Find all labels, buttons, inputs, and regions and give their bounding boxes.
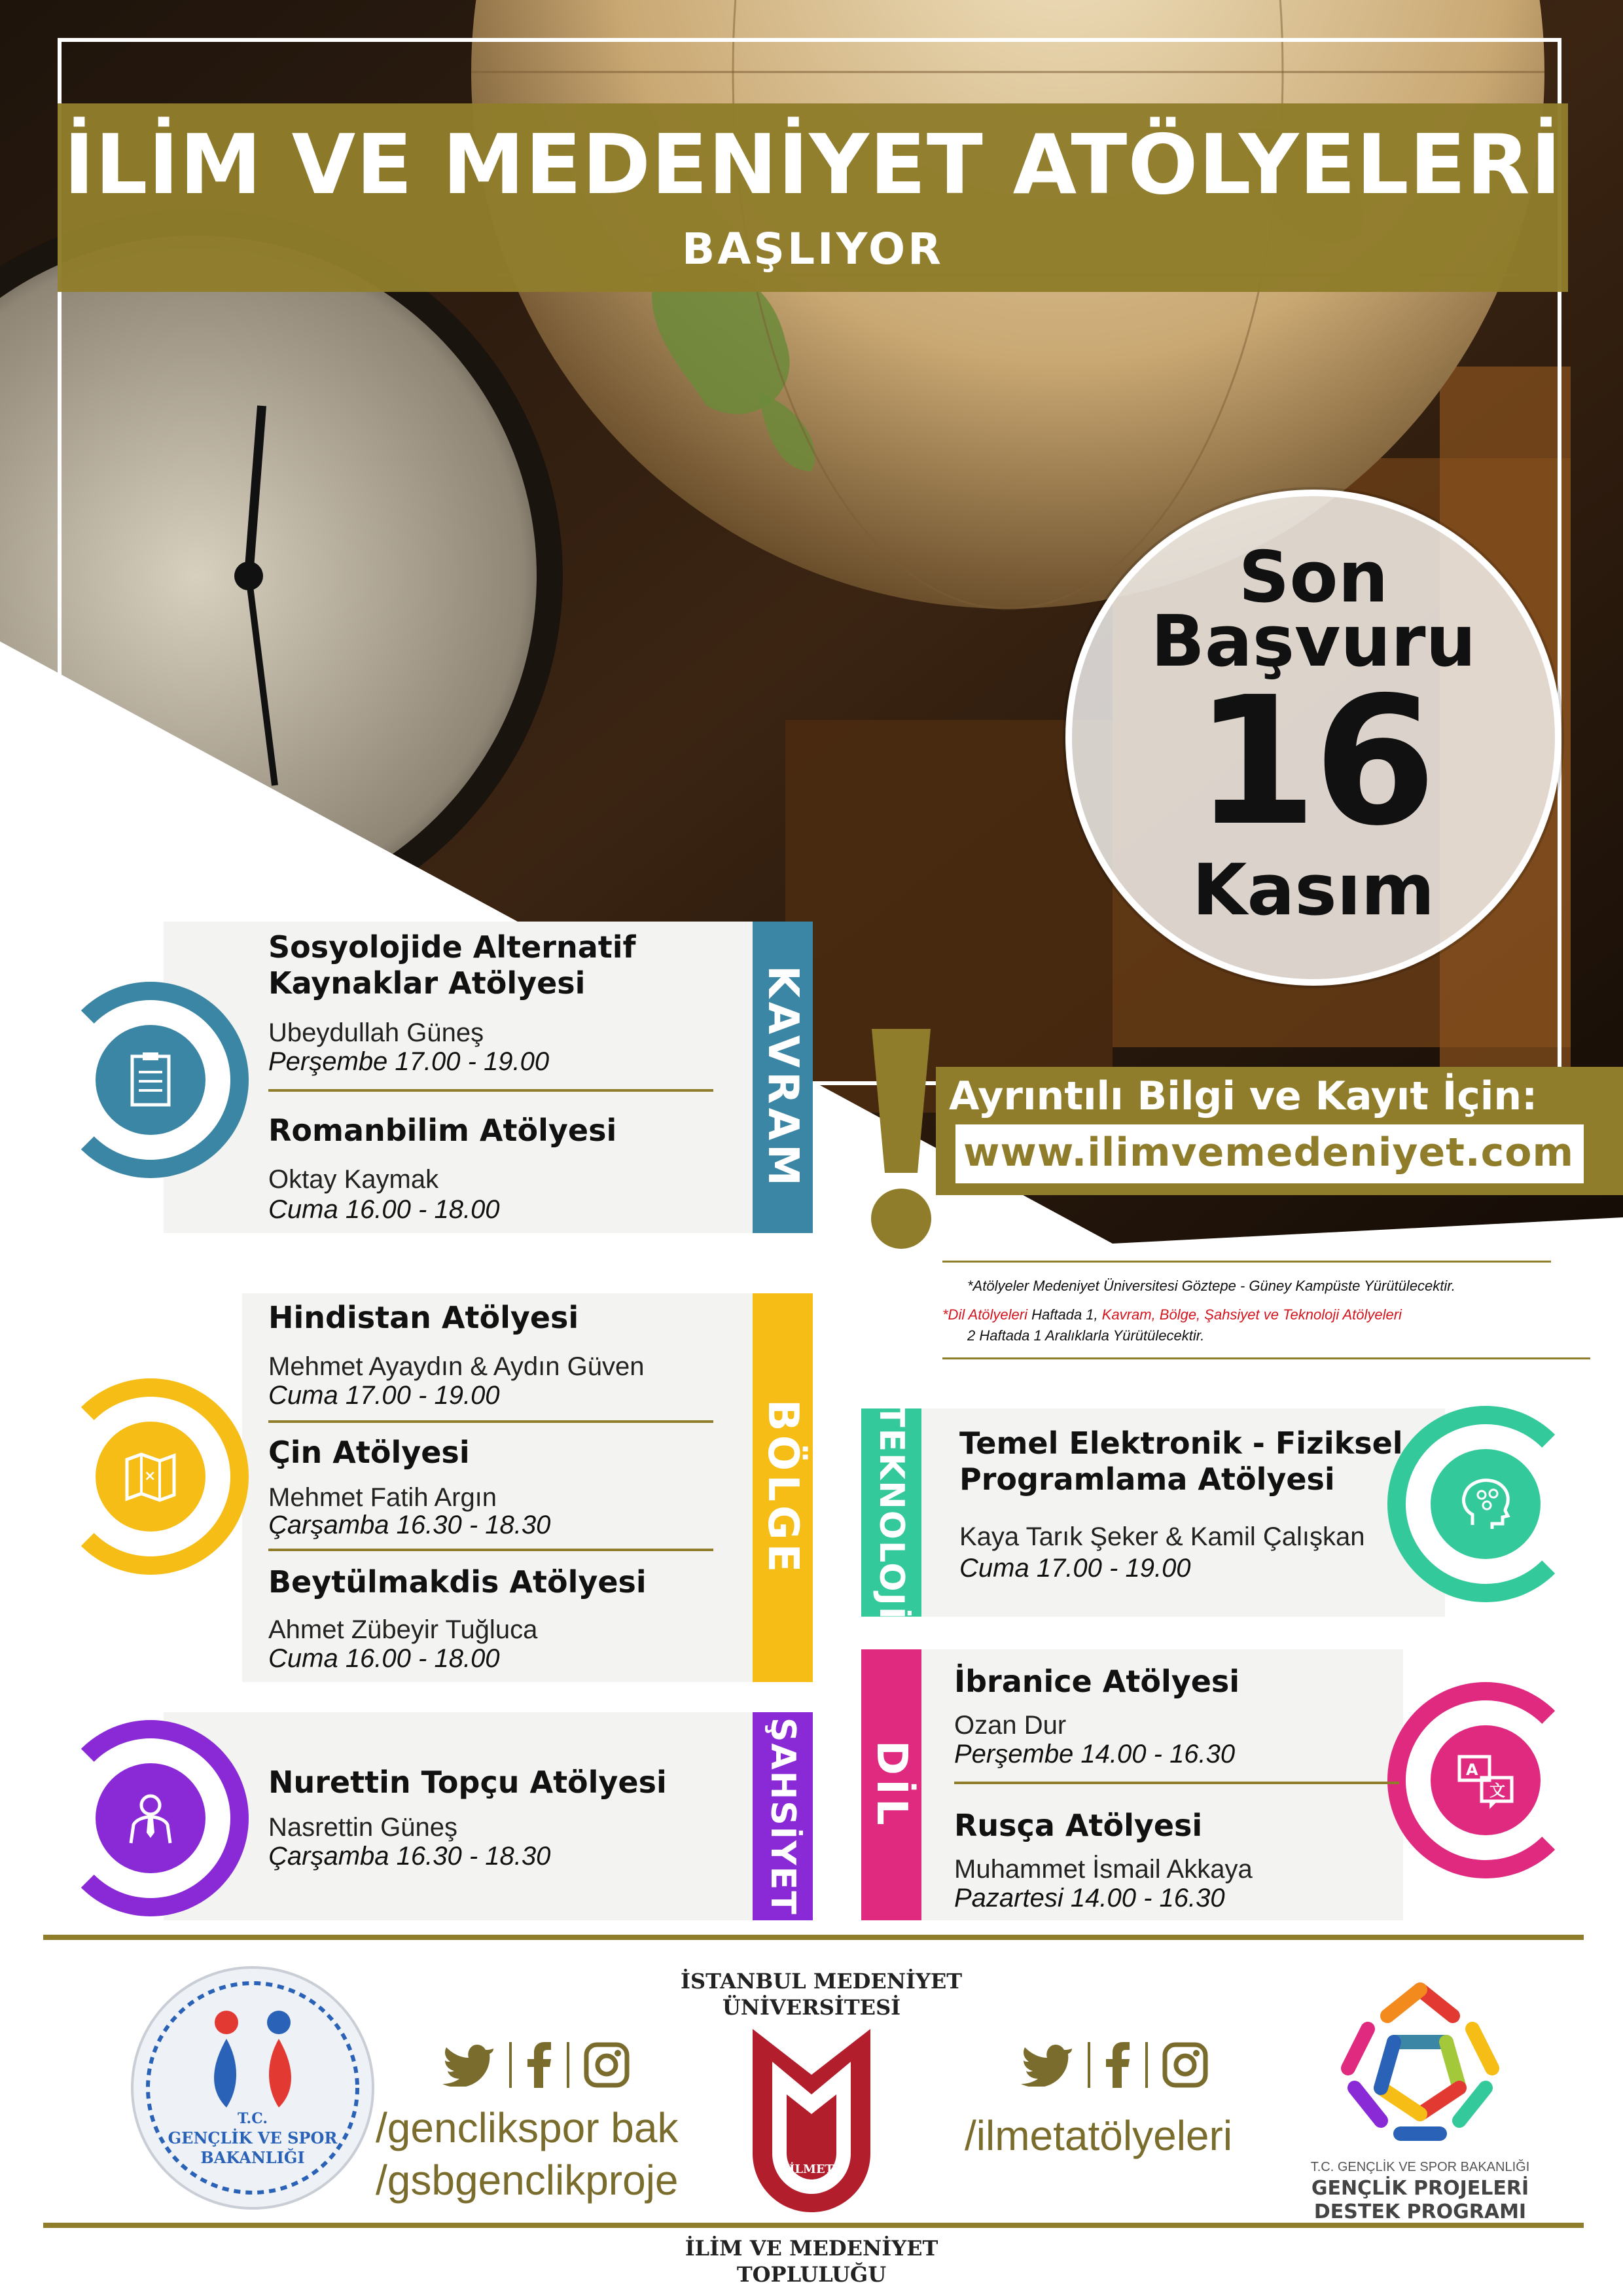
social-separator [1088, 2042, 1090, 2088]
handle-ilmet[interactable]: /ilmetatölyeleri [965, 2112, 1233, 2159]
note-top-line [942, 1261, 1551, 1263]
workshop-time-sosyoloji: Perşembe 17.00 - 19.00 [268, 1047, 550, 1076]
page-title: İLİM VE MEDENİYET ATÖLYELERİ [63, 117, 1562, 213]
deadline-day: 16 [1194, 658, 1433, 865]
exclamation-icon [865, 1029, 937, 1251]
ilmet-logo [746, 2022, 877, 2219]
instagram-icon[interactable] [584, 2042, 630, 2088]
workshop-person-cin: Mehmet Fatih Argın [268, 1483, 497, 1512]
bolge-category-label: BÖLGE [758, 1399, 807, 1577]
gpdp-line3: DESTEK PROGRAMI [1313, 2200, 1527, 2223]
map-icon [118, 1444, 183, 1509]
workshop-title-sosyoloji: Sosyolojide Alternatif Kaynaklar Atölyesi [268, 929, 636, 1001]
social-icons-right [1021, 2042, 1208, 2088]
bolge-ring [52, 1378, 249, 1575]
note-bottom-line [942, 1357, 1590, 1359]
workshop-time-rusca: Pazartesi 14.00 - 16.30 [954, 1884, 1225, 1912]
info-label: Ayrıntılı Bilgi ve Kayıt İçin: [949, 1073, 1538, 1119]
workshop-title-ibranice: İbranice Atölyesi [954, 1664, 1240, 1699]
workshop-person-nurettin-topcu: Nasrettin Güneş [268, 1813, 458, 1842]
community-name-line2: TOPLULUĞU [736, 2262, 887, 2287]
social-icons-left [442, 2042, 630, 2088]
gpdp-line2: GENÇLİK PROJELERİ [1311, 2177, 1529, 2200]
workshop-person-beytulmakdis: Ahmet Zübeyir Tuğluca [268, 1615, 538, 1644]
bolge-category-bar [753, 1293, 813, 1682]
deadline-line2: Başvuru [1150, 601, 1476, 683]
svg-text:文: 文 [1489, 1782, 1505, 1800]
svg-text:A: A [1466, 1761, 1478, 1779]
workshop-title-rusca: Rusça Atölyesi [954, 1808, 1203, 1843]
workshop-title-hindistan: Hindistan Atölyesi [268, 1300, 579, 1335]
dil-divider [954, 1782, 1399, 1784]
workshop-person-elektronik: Kaya Tarık Şeker & Kamil Çalışkan [959, 1522, 1365, 1551]
deadline-badge [1065, 490, 1561, 986]
dil-category-bar [861, 1649, 921, 1920]
kavram-ring [52, 982, 249, 1178]
page-subtitle: BAŞLIYOR [682, 224, 944, 274]
twitter-icon[interactable] [1021, 2043, 1073, 2087]
note-others-freq: 2 Haftada 1 Aralıklarla Yürütülecektir. [967, 1327, 1205, 1344]
social-separator [567, 2042, 569, 2088]
handle-gsb-2[interactable]: /gsbgenclikproje [376, 2157, 679, 2204]
workshop-time-nurettin-topcu: Çarşamba 16.30 - 18.30 [268, 1842, 551, 1871]
website-link[interactable]: www.ilimvemedeniyet.com [963, 1130, 1574, 1175]
workshop-time-romanbilim: Cuma 16.00 - 18.00 [268, 1195, 500, 1224]
workshop-title-elektronik: Temel Elektronik - Fiziksel Programlama Atölyesi [959, 1426, 1403, 1498]
deadline-month: Kasım [1192, 850, 1435, 931]
sahsiyet-icon-circle [96, 1763, 205, 1873]
svg-text:×: × [144, 1468, 156, 1484]
teknoloji-category-bar [861, 1404, 921, 1621]
bolge-divider-2 [268, 1549, 713, 1551]
gpdp-line1: T.C. GENÇLİK VE SPOR BAKANLIĞI [1310, 2160, 1530, 2174]
workshop-time-ibranice: Perşembe 14.00 - 16.30 [954, 1740, 1236, 1768]
note-others: Kavram, Bölge, Şahsiyet ve Teknoloji Atölyeleri [1101, 1306, 1402, 1323]
kavram-category-label: KAVRAM [758, 965, 807, 1190]
sahsiyet-ring [52, 1720, 249, 1916]
social-separator [509, 2042, 512, 2088]
gsb-logo [128, 1964, 377, 2212]
teknoloji-ring [1387, 1406, 1584, 1602]
note-schedule [942, 1306, 1402, 1323]
facebook-icon[interactable] [526, 2042, 552, 2088]
workshop-time-beytulmakdis: Cuma 16.00 - 18.00 [268, 1644, 500, 1673]
workshop-person-hindistan: Mehmet Ayaydın & Aydın Güven [268, 1352, 645, 1381]
teknoloji-category-label: TEKNOLOJİ [872, 1404, 911, 1621]
workshop-time-cin: Çarşamba 16.30 - 18.30 [268, 1511, 551, 1539]
workshop-time-elektronik: Cuma 17.00 - 19.00 [959, 1554, 1191, 1583]
teknoloji-icon-circle [1431, 1449, 1541, 1559]
gsb-logo-line3: BAKANLIĞI [200, 2148, 305, 2167]
translate-icon [1453, 1748, 1518, 1813]
workshop-person-rusca: Muhammet İsmail Akkaya [954, 1855, 1253, 1884]
dil-icon-circle [1431, 1725, 1541, 1835]
workshop-time-hindistan: Cuma 17.00 - 19.00 [268, 1381, 500, 1410]
person-icon [118, 1785, 183, 1851]
gsb-logo-line2: GENÇLİK VE SPOR [168, 2128, 338, 2147]
workshop-title-romanbilim: Romanbilim Atölyesi [268, 1113, 617, 1148]
kavram-category-bar [753, 922, 813, 1233]
bolge-divider-1 [268, 1420, 713, 1423]
sahsiyet-category-bar [753, 1712, 813, 1920]
univ-name-line2: ÜNİVERSİTESİ [722, 1995, 901, 2020]
note-dil-label: *Dil Atölyeleri [942, 1306, 1028, 1323]
workshop-person-romanbilim: Oktay Kaymak [268, 1165, 439, 1194]
handle-gsb-1[interactable]: /genclikspor bak [376, 2104, 679, 2151]
facebook-icon[interactable] [1105, 2042, 1131, 2088]
kavram-icon-circle [96, 1025, 205, 1135]
note-dil-freq: Haftada 1, [1027, 1306, 1102, 1323]
deadline-line1: Son [1238, 537, 1389, 619]
footer-top-line [43, 1935, 1584, 1940]
kavram-divider [268, 1089, 713, 1092]
brain-icon [1453, 1471, 1518, 1537]
footer-bottom-line [43, 2223, 1584, 2228]
sahsiyet-panel [164, 1712, 753, 1920]
gsb-logo-line1: T.C. [238, 2110, 268, 2127]
dil-ring [1387, 1682, 1584, 1878]
dil-category-label: DİL [867, 1740, 916, 1829]
twitter-icon[interactable] [442, 2043, 495, 2087]
workshop-title-nurettin-topcu: Nurettin Topçu Atölyesi [268, 1765, 667, 1800]
bolge-icon-circle [96, 1422, 205, 1532]
community-name-line1: İLİM VE MEDENİYET [685, 2236, 938, 2261]
sahsiyet-category-label: ŞAHSİYET [763, 1717, 802, 1916]
workshop-person-sosyoloji: Ubeydullah Güneş [268, 1018, 484, 1047]
clipboard-icon [118, 1047, 183, 1113]
ilmet-badge: İLMET [789, 2162, 834, 2176]
workshop-title-beytulmakdis: Beytülmakdis Atölyesi [268, 1564, 647, 1600]
social-separator [1145, 2042, 1148, 2088]
instagram-icon[interactable] [1162, 2042, 1208, 2088]
univ-name-line1: İSTANBUL MEDENİYET [681, 1969, 963, 1994]
workshop-person-ibranice: Ozan Dur [954, 1711, 1067, 1740]
ilmet-year: 2014 [798, 2178, 825, 2189]
workshop-title-cin: Çin Atölyesi [268, 1435, 470, 1470]
note-location: *Atölyeler Medeniyet Üniversitesi Göztepe - Güney Kampüste Yürütülecektir. [967, 1278, 1455, 1294]
genclik-projeleri-logo [1322, 1977, 1518, 2153]
